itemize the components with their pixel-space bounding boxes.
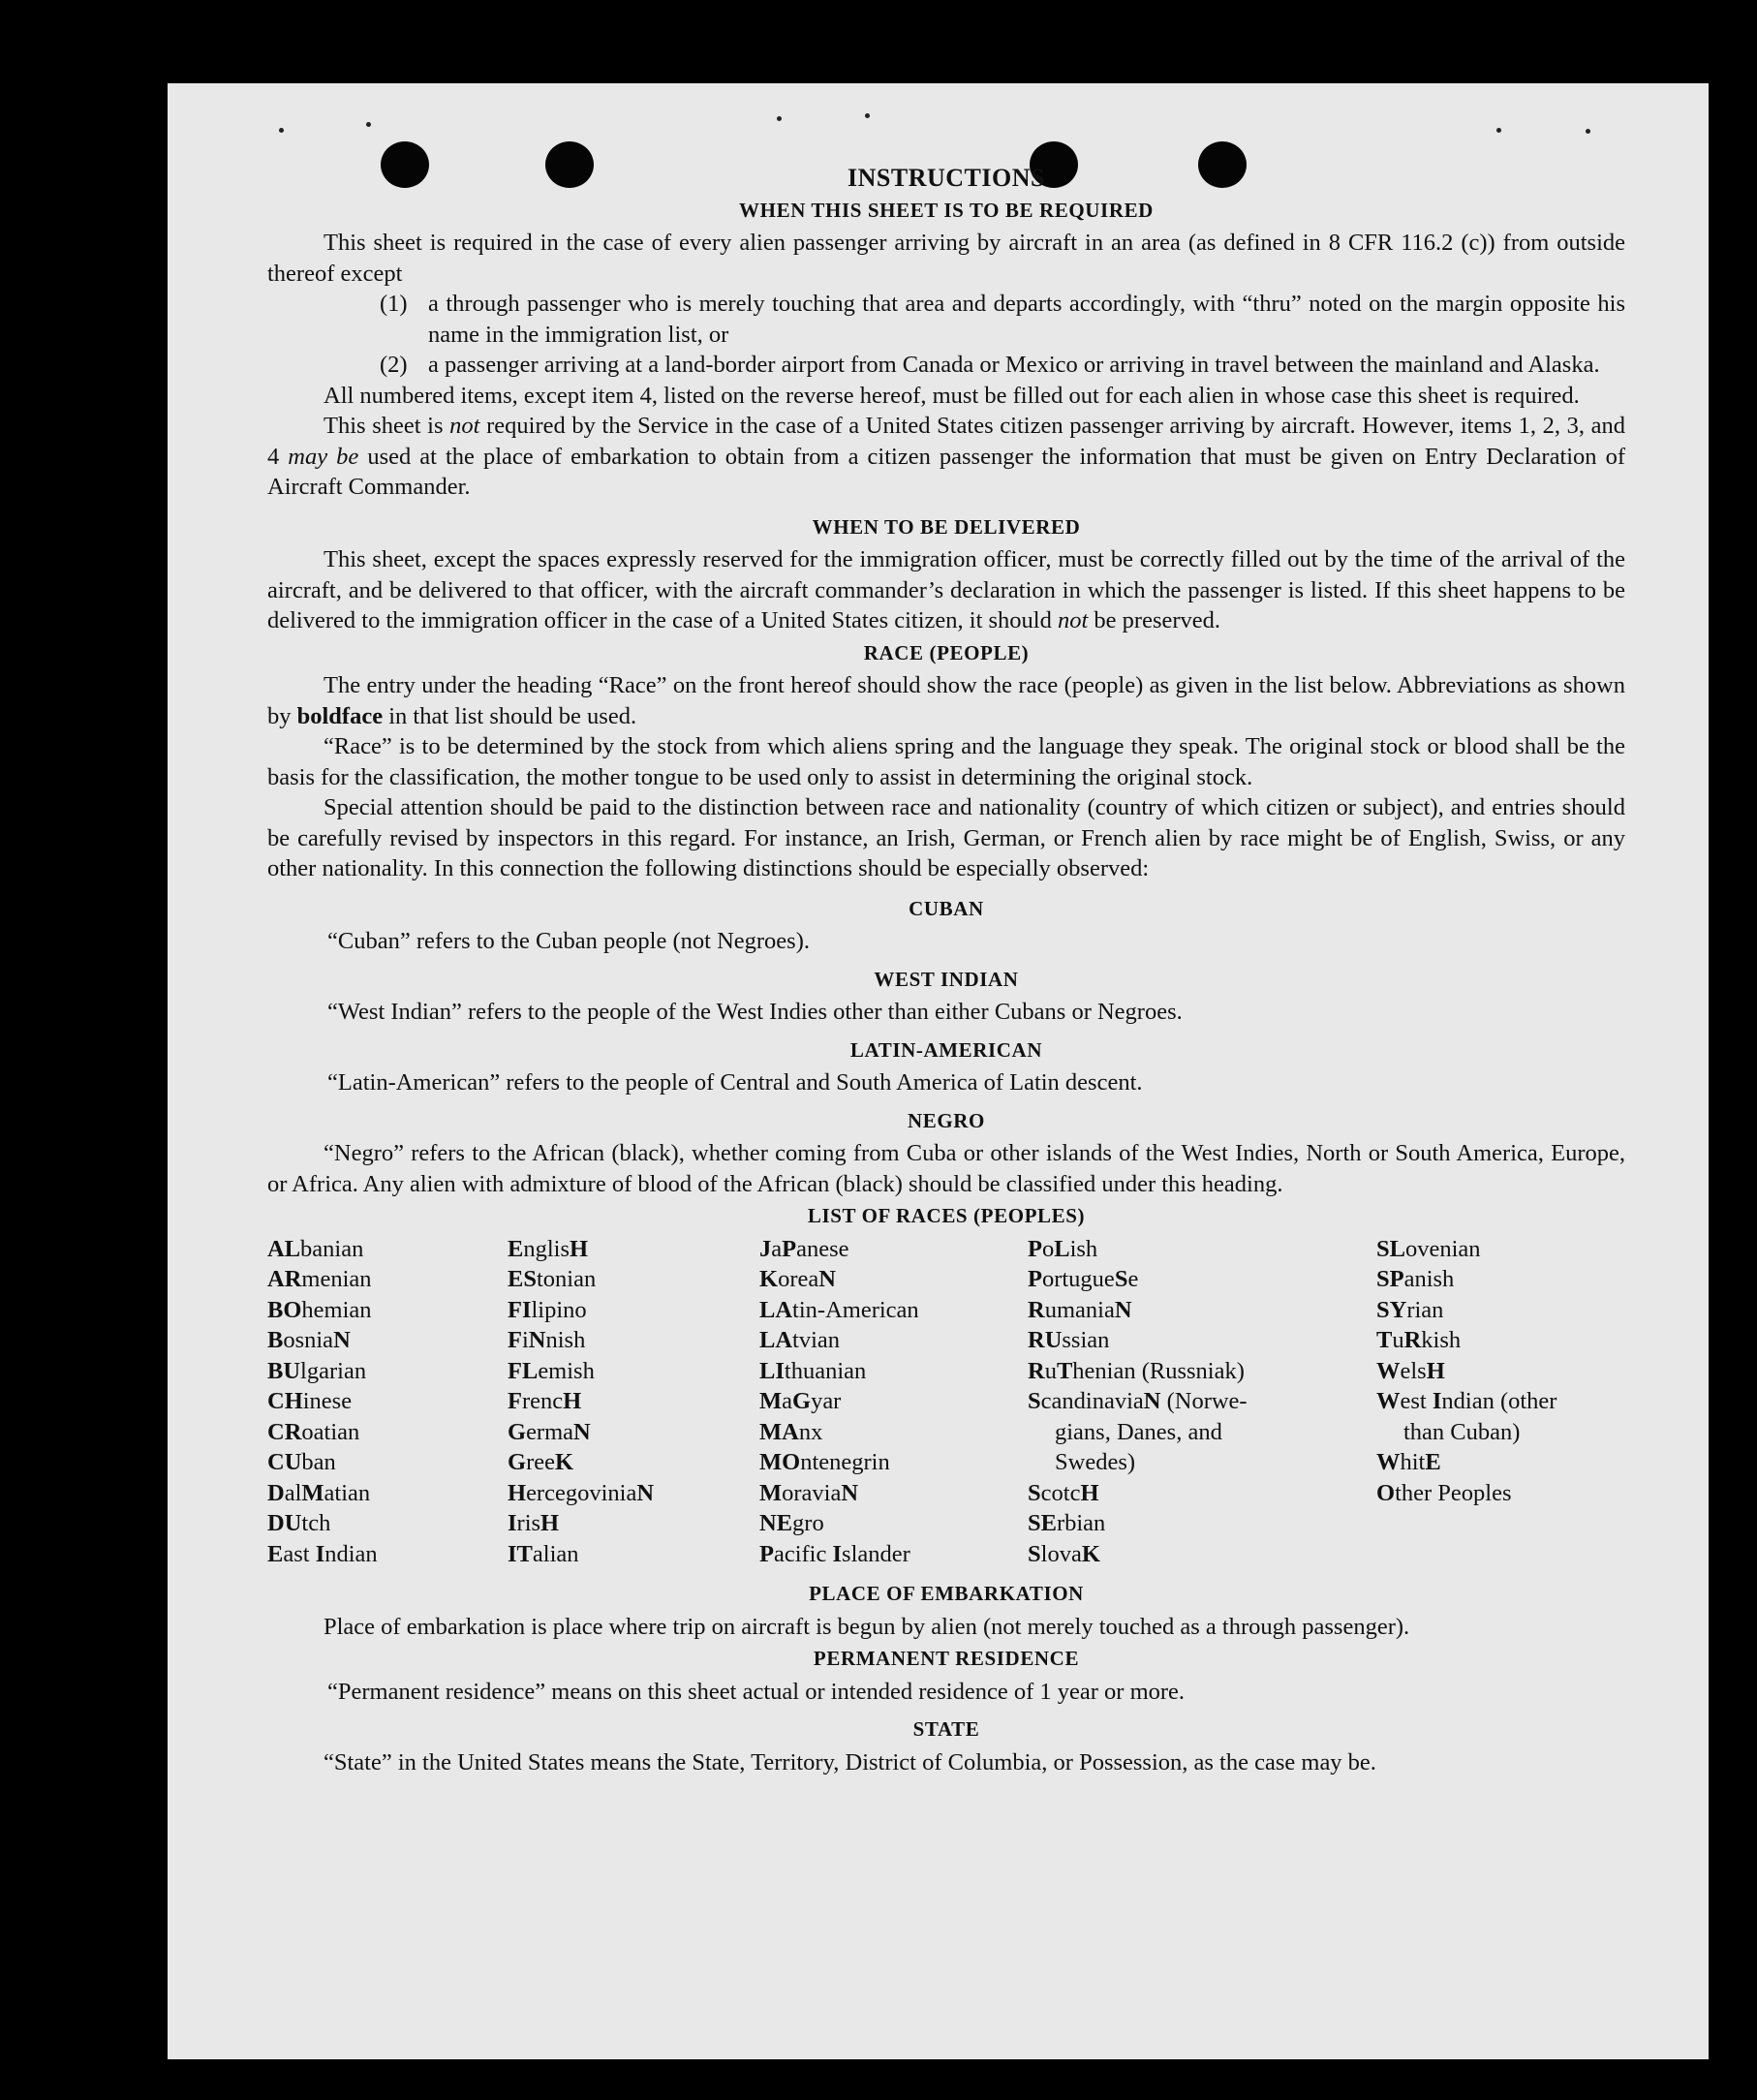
race-column: [1376, 1234, 1625, 1570]
race-entry: East Indian: [267, 1540, 378, 1567]
race-entry: FiNnish: [508, 1327, 586, 1353]
race-entry: CRoatian: [267, 1418, 360, 1445]
definition: “Permanent residence” means on this sheet actual or intended residence of 1 year or more.: [327, 1678, 1186, 1705]
section-heading: PERMANENT RESIDENCE: [813, 1647, 1080, 1670]
paragraph: All numbered items, except item 4, listed on the reverse hereof, must be filled out for each alien in whose case this sheet is required.: [324, 382, 1580, 409]
instructions-content: [267, 163, 1625, 1777]
race-entry: FLemish: [508, 1357, 595, 1384]
race-entry: MaGyar: [759, 1388, 842, 1414]
race-list: [267, 1234, 1625, 1570]
item-number: (2): [380, 352, 408, 378]
race-entry: RumaniaN: [1028, 1296, 1132, 1323]
race-entry: SYrian: [1376, 1296, 1444, 1323]
race-entry: RuThenian (Russniak): [1028, 1357, 1245, 1384]
race-entry: WelsH: [1376, 1357, 1445, 1384]
race-entry: MAnx: [759, 1418, 823, 1445]
race-entry: than Cuban): [1403, 1418, 1521, 1445]
race-entry: Pacific Islander: [759, 1540, 910, 1567]
speck: [279, 128, 284, 133]
race-entry: PoLish: [1028, 1235, 1098, 1262]
race-entry: JaPanese: [759, 1235, 849, 1262]
race-entry: LAtvian: [759, 1327, 841, 1353]
race-entry: KoreaN: [759, 1266, 836, 1292]
item-text: a passenger arriving at a land-border airport from Canada or Mexico or arriving in travel between the mainland and Alaska.: [428, 352, 1600, 378]
item-text: a through passenger who is merely touching that area and departs accordingly, with “thru” noted on the margin opposite his name in the immigration list, or: [428, 291, 1625, 348]
race-entry: gians, Danes, and: [1055, 1418, 1222, 1445]
race-entry: EStonian: [508, 1266, 597, 1292]
race-entry: West Indian (other: [1376, 1388, 1557, 1414]
race-entry: Other Peoples: [1376, 1479, 1512, 1506]
race-column: [267, 1234, 508, 1570]
section-heading: WEST INDIAN: [874, 967, 1019, 991]
section-heading: PLACE OF EMBARKATION: [809, 1582, 1084, 1605]
paragraph: The entry under the heading “Race” on the front hereof should show the race (people) as given in the list below. Abbreviations as shown by boldface in that list should be used.: [267, 672, 1625, 729]
race-entry: LIthuanian: [759, 1357, 867, 1384]
race-entry: NEgro: [759, 1510, 824, 1536]
race-entry: CUban: [267, 1449, 336, 1475]
race-entry: CHinese: [267, 1388, 353, 1414]
race-entry: MoraviaN: [759, 1479, 859, 1506]
paragraph: Place of embarkation is place where trip on aircraft is begun by alien (not merely touched as a through passenger).: [324, 1613, 1410, 1640]
section-heading: WHEN THIS SHEET IS TO BE REQUIRED: [739, 198, 1154, 222]
race-entry: BOhemian: [267, 1296, 372, 1323]
race-entry: HercegoviniaN: [508, 1479, 655, 1506]
race-entry: PortugueSe: [1028, 1266, 1139, 1292]
race-entry: RUssian: [1028, 1327, 1110, 1353]
speck: [1496, 128, 1501, 133]
race-entry: LAtin-American: [759, 1296, 919, 1323]
race-entry: ARmenian: [267, 1266, 372, 1292]
race-entry: ALbanian: [267, 1235, 364, 1262]
race-column: [508, 1234, 759, 1570]
race-entry: MOntenegrin: [759, 1449, 890, 1475]
section-heading: LIST OF RACES (PEOPLES): [807, 1204, 1086, 1227]
race-entry: GreeK: [508, 1449, 574, 1475]
paragraph: This sheet is not required by the Service in the case of a United States citizen passenger arriving by aircraft. However, items 1, 2, 3, and 4 may be used at the place of embarkation to obtain from a citizen passenger the information that must be given on Entry Declaration of Aircraft Commander.: [267, 413, 1625, 500]
race-entry: GermaN: [508, 1418, 591, 1445]
race-entry: DalMatian: [267, 1479, 371, 1506]
definition: “Cuban” refers to the Cuban people (not Negroes).: [327, 928, 810, 954]
race-column: [1028, 1234, 1376, 1570]
paragraph: Special attention should be paid to the distinction between race and nationality (country of which citizen or subject), and entries should be carefully revised by inspectors in this regard. For instance, an Irish, German, or French alien by race might be of English, Swiss, or any other nationality. In this connection the following distinctions should be especially observed:: [267, 794, 1625, 881]
definition: “West Indian” refers to the people of the West Indies other than either Cubans or Negroes.: [327, 999, 1183, 1025]
section-heading: WHEN TO BE DELIVERED: [812, 514, 1081, 539]
section-heading: CUBAN: [909, 896, 984, 920]
speck: [366, 122, 371, 127]
list-item: [380, 350, 1625, 381]
race-entry: FrencH: [508, 1388, 582, 1414]
section-heading: STATE: [912, 1717, 980, 1741]
speck: [777, 116, 782, 121]
paragraph: This sheet, except the spaces expressly reserved for the immigration officer, must be correctly filled out by the time of the arrival of the aircraft, and be delivered to that officer, with the aircraft commander’s declaration in which the passenger is listed. If this sheet happens to be delivered to the immigration officer in the case of a United States citizen, it should not be preserved.: [267, 546, 1625, 633]
definition: “Latin-American” refers to the people of Central and South America of Latin descent.: [327, 1069, 1143, 1096]
race-entry: SErbian: [1028, 1510, 1106, 1536]
race-entry: ITalian: [508, 1540, 579, 1567]
race-entry: DUtch: [267, 1510, 331, 1536]
section-heading: NEGRO: [907, 1108, 985, 1132]
paragraph: “Negro” refers to the African (black), whether coming from Cuba or other islands of the West Indies, North or South America, Europe, or Africa. Any alien with admixture of blood of the African (black) should be classified under this heading.: [267, 1140, 1625, 1197]
race-entry: WhitE: [1376, 1449, 1441, 1475]
speck: [865, 113, 870, 118]
race-entry: SLovenian: [1376, 1235, 1481, 1262]
paragraph: This sheet is required in the case of every alien passenger arriving by aircraft in an area (as defined in 8 CFR 116.2 (c)) from outside thereof except: [267, 230, 1625, 287]
race-entry: IrisH: [508, 1510, 560, 1536]
race-entry: BosniaN: [267, 1327, 351, 1353]
section-heading: RACE (PEOPLE): [863, 640, 1030, 664]
race-entry: ScotcH: [1028, 1479, 1099, 1506]
race-entry: Swedes): [1055, 1449, 1136, 1475]
race-column: [759, 1234, 1028, 1570]
race-entry: SPanish: [1376, 1266, 1455, 1292]
race-entry: ScandinaviaN (Norwe-: [1028, 1388, 1248, 1414]
race-entry: FIlipino: [508, 1296, 587, 1323]
race-entry: BUlgarian: [267, 1357, 367, 1384]
paragraph: “Race” is to be determined by the stock from which aliens spring and the language they speak. The original stock or blood shall be the basis for the classification, the mother tongue to be used only to assist in determining the original stock.: [267, 733, 1625, 790]
paragraph: “State” in the United States means the State, Territory, District of Columbia, or Possession, as the case may be.: [324, 1748, 1376, 1776]
race-entry: SlovaK: [1028, 1540, 1100, 1567]
page-title: INSTRUCTIONS: [848, 164, 1045, 192]
section-heading: LATIN-AMERICAN: [849, 1037, 1043, 1062]
speck: [1586, 129, 1590, 134]
list-item: [380, 289, 1625, 350]
item-number: (1): [380, 291, 408, 317]
race-entry: EnglisH: [508, 1235, 589, 1262]
race-entry: TuRkish: [1376, 1327, 1462, 1353]
